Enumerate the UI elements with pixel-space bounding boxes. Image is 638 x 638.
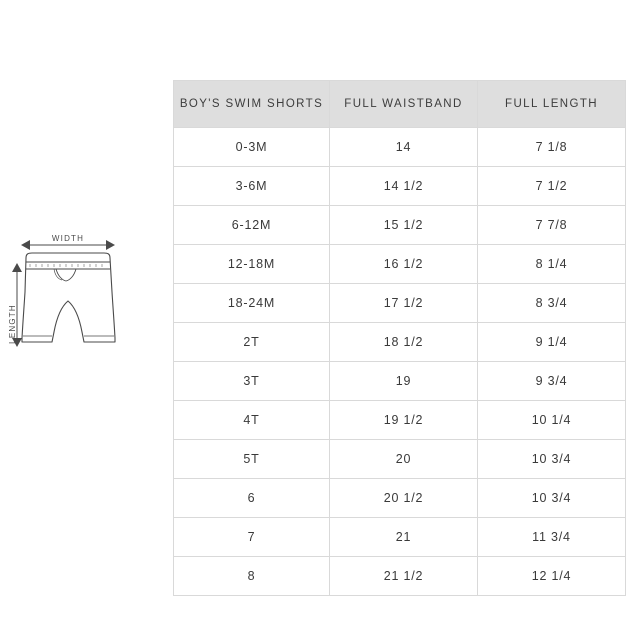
table-row bbox=[174, 479, 626, 518]
cell-size: 3T bbox=[174, 362, 330, 401]
cell-size: 6-12M bbox=[174, 206, 330, 245]
cell-length: 7 7/8 bbox=[478, 206, 626, 245]
table-header-row bbox=[174, 81, 626, 128]
cell-waistband: 14 1/2 bbox=[330, 167, 478, 206]
cell-size: 6 bbox=[174, 479, 330, 518]
table-row bbox=[174, 440, 626, 479]
cell-waistband: 20 1/2 bbox=[330, 479, 478, 518]
cell-length: 11 3/4 bbox=[478, 518, 626, 557]
column-header-waistband: FULL WAISTBAND bbox=[330, 81, 478, 128]
cell-size: 5T bbox=[174, 440, 330, 479]
cell-length: 10 3/4 bbox=[478, 479, 626, 518]
cell-waistband: 21 bbox=[330, 518, 478, 557]
cell-waistband: 20 bbox=[330, 440, 478, 479]
table-row bbox=[174, 206, 626, 245]
cell-size: 3-6M bbox=[174, 167, 330, 206]
table-row bbox=[174, 284, 626, 323]
cell-length: 10 3/4 bbox=[478, 440, 626, 479]
shorts-measurement-diagram bbox=[6, 228, 161, 368]
table-row bbox=[174, 167, 626, 206]
column-header-length: FULL LENGTH bbox=[478, 81, 626, 128]
cell-length: 9 3/4 bbox=[478, 362, 626, 401]
table-row bbox=[174, 557, 626, 596]
shorts-outline bbox=[22, 253, 115, 342]
cell-waistband: 14 bbox=[330, 128, 478, 167]
table-row bbox=[174, 401, 626, 440]
cell-waistband: 16 1/2 bbox=[330, 245, 478, 284]
cell-size: 7 bbox=[174, 518, 330, 557]
cell-waistband: 19 bbox=[330, 362, 478, 401]
cell-size: 2T bbox=[174, 323, 330, 362]
cell-waistband: 19 1/2 bbox=[330, 401, 478, 440]
cell-size: 4T bbox=[174, 401, 330, 440]
cell-length: 12 1/4 bbox=[478, 557, 626, 596]
cell-length: 7 1/2 bbox=[478, 167, 626, 206]
table-row bbox=[174, 323, 626, 362]
cell-length: 7 1/8 bbox=[478, 128, 626, 167]
cell-length: 9 1/4 bbox=[478, 323, 626, 362]
cell-length: 8 1/4 bbox=[478, 245, 626, 284]
cell-size: 8 bbox=[174, 557, 330, 596]
table-row bbox=[174, 362, 626, 401]
cell-waistband: 15 1/2 bbox=[330, 206, 478, 245]
table-row bbox=[174, 518, 626, 557]
size-chart-table bbox=[173, 80, 626, 596]
cell-size: 18-24M bbox=[174, 284, 330, 323]
width-label: WIDTH bbox=[51, 234, 85, 243]
cell-waistband: 21 1/2 bbox=[330, 557, 478, 596]
table-row bbox=[174, 245, 626, 284]
cell-waistband: 18 1/2 bbox=[330, 323, 478, 362]
length-label: LENGTH bbox=[8, 304, 17, 344]
column-header-size: BOY'S SWIM SHORTS bbox=[174, 81, 330, 128]
table-body bbox=[174, 128, 626, 596]
cell-size: 0-3M bbox=[174, 128, 330, 167]
cell-waistband: 17 1/2 bbox=[330, 284, 478, 323]
table-row bbox=[174, 128, 626, 167]
cell-length: 8 3/4 bbox=[478, 284, 626, 323]
cell-size: 12-18M bbox=[174, 245, 330, 284]
cell-length: 10 1/4 bbox=[478, 401, 626, 440]
